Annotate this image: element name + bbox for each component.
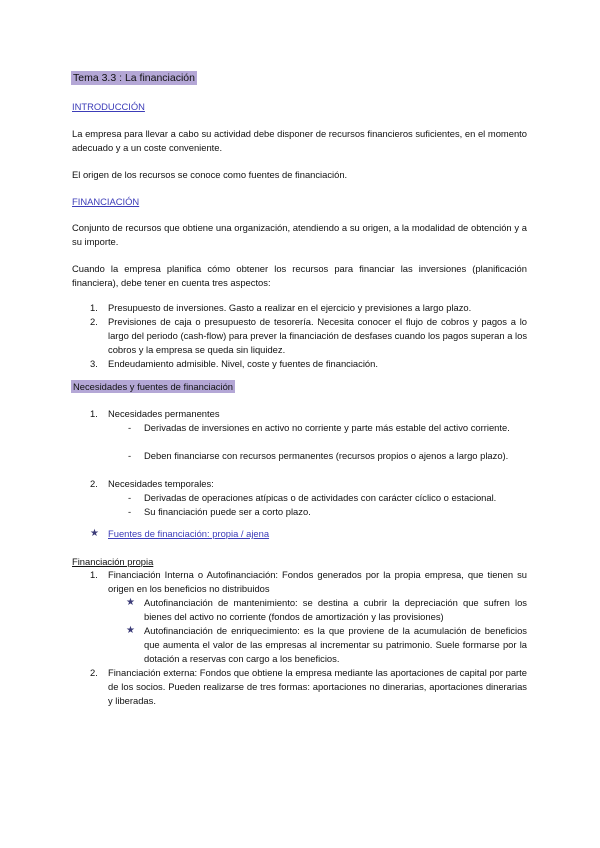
- list-item-text: Previsiones de caja o presupuesto de tesorería. Necesita conocer el flujo de cobros y pagos a lo largo del periodo (cash-flow) para prever la financiación de desfases cuando los pagos superan a los cobros y la empresa se queda sin liquidez.: [108, 316, 528, 355]
- star-icon: ★: [90, 528, 99, 539]
- page-title: Tema 3.3 : La financiación: [73, 72, 195, 84]
- dash-bullet: -: [128, 422, 132, 433]
- list-item: [72, 357, 527, 371]
- fuentes-link[interactable]: Fuentes de financiación: propia / ajena: [108, 528, 270, 539]
- financiacion-heading[interactable]: FINANCIACIÓN: [72, 196, 140, 207]
- list-item: [72, 477, 527, 491]
- necesidades-heading: Necesidades y fuentes de financiación: [73, 381, 233, 392]
- financiacion-list: [72, 301, 527, 371]
- intro-heading[interactable]: INTRODUCCIÓN: [72, 101, 145, 112]
- propia-heading: Financiación propia: [72, 556, 154, 567]
- list-item-text: Necesidades temporales:: [108, 478, 214, 489]
- sub-list-item: [72, 491, 527, 505]
- dash-bullet: -: [128, 506, 132, 517]
- list-item-text: Presupuesto de inversiones. Gasto a realizar en el ejercicio y previsiones a largo plazo.: [108, 302, 472, 313]
- list-number: 2.: [90, 478, 98, 489]
- dash-bullet: -: [128, 450, 132, 461]
- list-item-text: Necesidades permanentes: [108, 408, 220, 419]
- list-number: 1.: [90, 408, 98, 419]
- intro-paragraph-1: La empresa para llevar a cabo su actividad debe disponer de recursos financieros suficientes, en el momento adecuado y a un coste conveniente.: [72, 128, 527, 153]
- sub-list-item: [72, 624, 527, 666]
- sub-item-text: Autofinanciación de mantenimiento: se destina a cubrir la depreciación que sufren los bienes del activo no corriente (fondos de amortización y las provisiones): [144, 597, 527, 622]
- list-number: 1.: [90, 569, 98, 580]
- star-icon: ★: [126, 597, 135, 608]
- list-item-text: Financiación externa: Fondos que obtiene la empresa mediante las aportaciones de capital por parte de los socios. Pueden realizarse de tres formas: aportaciones no dinerarias, aportaciones dinerarias y liberadas.: [108, 667, 527, 706]
- sub-item-text: Deben financiarse con recursos permanentes (recursos propios o ajenos a largo plazo).: [144, 450, 509, 461]
- propia-list: [72, 568, 527, 708]
- sub-list-item: [72, 421, 527, 449]
- list-item-text: Financiación Interna o Autofinanciación: Fondos generados por la propia empresa, que tienen su origen en los beneficios no distribuidos: [108, 569, 527, 594]
- list-item: [72, 315, 527, 357]
- list-item: [72, 568, 527, 596]
- list-item: [72, 407, 527, 421]
- list-item: [72, 666, 527, 708]
- necesidades-list: [72, 407, 527, 519]
- list-number: 2.: [90, 316, 98, 327]
- financiacion-paragraph-2: Cuando la empresa planifica cómo obtener los recursos para financiar las inversiones (planificación financiera), debe tener en cuenta tres aspectos:: [72, 263, 527, 288]
- dash-bullet: -: [128, 492, 132, 503]
- sub-item-text: Derivadas de inversiones en activo no corriente y parte más estable del activo corriente.: [144, 422, 510, 433]
- list-number: 1.: [90, 302, 98, 313]
- sub-list-item: [72, 596, 527, 624]
- sub-list-item: [72, 449, 527, 477]
- financiacion-paragraph-1: Conjunto de recursos que obtiene una organización, atendiendo a su origen, a la modalidad de obtención y a su importe.: [72, 222, 527, 247]
- list-item-text: Endeudamiento admisible. Nivel, coste y fuentes de financiación.: [108, 358, 378, 369]
- list-number: 2.: [90, 667, 98, 678]
- list-number: 3.: [90, 358, 98, 369]
- sub-item-text: Derivadas de operaciones atípicas o de actividades con carácter cíclico o estacional.: [144, 492, 497, 503]
- sub-list-item: [72, 505, 527, 519]
- sub-item-text: Su financiación puede ser a corto plazo.: [144, 506, 311, 517]
- sub-item-text: Autofinanciación de enriquecimiento: es la que proviene de la acumulación de beneficios que aumenta el valor de las empresas al incrementar su patrimonio. Suele formarse por la dotación a reservas con cargo a los beneficios.: [144, 625, 527, 664]
- list-item: [72, 301, 527, 315]
- star-icon: ★: [126, 625, 135, 636]
- intro-paragraph-2: El origen de los recursos se conoce como fuentes de financiación.: [72, 169, 348, 180]
